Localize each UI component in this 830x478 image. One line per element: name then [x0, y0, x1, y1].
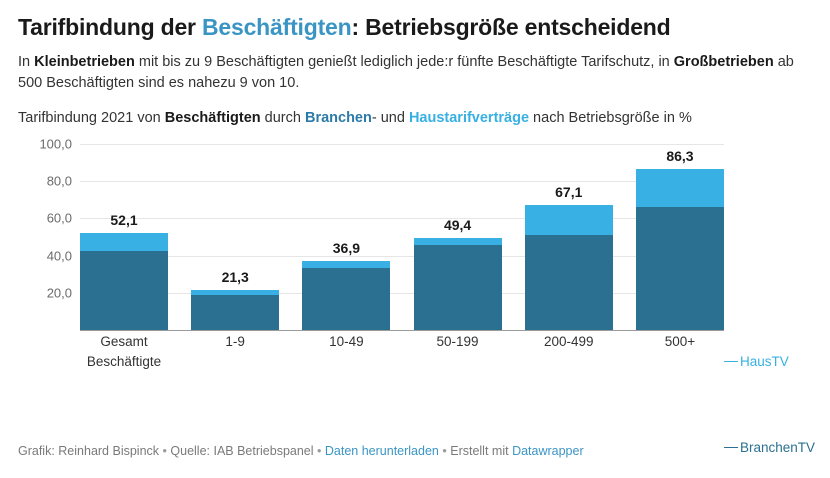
intro-t3: ab 500 Beschäftigten sind es nahezu 9 von 10.	[18, 53, 794, 91]
bar-value-label: 67,1	[555, 184, 583, 201]
bar-column-gesamt	[80, 144, 168, 330]
intro-t2: mit bis zu 9 Beschäftigten genießt lediglich jede:r fünfte Beschäftigte Tarifschutz, in	[134, 53, 674, 70]
bar-column-1-9	[191, 144, 279, 330]
bar-segment-branchentv[interactable]	[302, 268, 390, 330]
bar-value-label: 49,4	[443, 217, 472, 234]
bar-value-label: 21,3	[221, 269, 249, 286]
bar-column-50-199	[414, 144, 502, 330]
footer-source: Quelle: IAB Betriebspanel	[170, 444, 314, 458]
legend-label-branchentv: BranchenTV	[740, 439, 816, 455]
bar-segment-branchentv[interactable]	[80, 251, 168, 330]
legend-connector-branchentv	[724, 447, 738, 448]
bar-segment-haustv[interactable]	[636, 169, 724, 206]
bar-segment-branchentv[interactable]	[191, 295, 279, 330]
bar-stack[interactable]	[414, 238, 502, 330]
bar-value-label: 52,1	[110, 212, 138, 229]
y-axis-tick: 100,0	[39, 136, 72, 152]
headline-part1: Tarifbindung der	[18, 14, 202, 40]
subtitle-t1: Tarifbindung 2021 von	[18, 109, 165, 126]
footer	[18, 444, 584, 458]
bar-segment-branchentv[interactable]	[636, 207, 724, 330]
intro-b1: Kleinbetrieben	[34, 53, 135, 70]
intro-text	[18, 52, 812, 94]
bar-stack[interactable]	[302, 261, 390, 330]
bar-segment-branchentv[interactable]	[525, 235, 613, 330]
subtitle-t4: nach Betriebsgröße in %	[529, 109, 692, 126]
y-axis-tick: 40,0	[46, 248, 72, 264]
bar-value-label: 86,3	[666, 148, 694, 165]
bar-stack[interactable]	[191, 290, 279, 330]
bar-segment-haustv[interactable]	[80, 233, 168, 251]
footer-credit: Grafik: Reinhard Bispinck	[18, 444, 160, 458]
x-axis-tick-1-9: 1-9	[225, 333, 245, 349]
x-axis-tick-50-199: 50-199	[436, 333, 479, 349]
x-axis-tick-gesamt: Gesamt	[100, 333, 148, 349]
y-axis-tick: 80,0	[46, 173, 72, 189]
bar-stack[interactable]	[80, 233, 168, 330]
legend-label-haustv: HausTV	[740, 353, 789, 369]
bar-column-200-499	[525, 144, 613, 330]
subtitle-b1: Beschäftigten	[164, 109, 261, 126]
bar-stack[interactable]	[525, 205, 613, 330]
bar-stack[interactable]	[636, 169, 724, 330]
y-axis-tick: 60,0	[46, 210, 72, 226]
datawrapper-link[interactable]: Datawrapper	[512, 444, 584, 458]
bar-column-500plus	[636, 144, 724, 330]
bar-column-10-49	[302, 144, 390, 330]
bar-segment-haustv[interactable]	[525, 205, 613, 235]
headline-part2: : Betriebsgröße entscheidend	[351, 14, 671, 40]
bar-value-label: 36,9	[332, 240, 360, 257]
x-axis-tick-10-49: 10-49	[329, 333, 364, 349]
plot-region	[80, 144, 724, 330]
intro-t1: In	[18, 53, 35, 70]
x-axis-title: Beschäftigte	[86, 353, 162, 369]
subtitle-haustarif: Haustarifverträge	[408, 109, 530, 126]
footer-made-with: Erstellt mit	[450, 444, 509, 458]
subtitle-t3: - und	[371, 109, 409, 126]
headline-accent: Beschäftigten	[202, 14, 352, 40]
intro-b2: Großbetrieben	[673, 53, 774, 70]
y-axis-tick: 20,0	[46, 285, 72, 301]
chart-subtitle	[18, 108, 812, 128]
subtitle-t2: durch	[260, 109, 305, 126]
footer-separator: •	[442, 444, 447, 458]
bar-segment-haustv[interactable]	[302, 261, 390, 268]
footer-separator: •	[317, 444, 322, 458]
legend-connector-haustv	[724, 361, 738, 362]
subtitle-branchen: Branchen	[304, 109, 372, 126]
bar-group	[80, 144, 724, 330]
footer-separator: •	[162, 444, 167, 458]
bar-segment-branchentv[interactable]	[414, 245, 502, 330]
x-axis-tick-500plus: 500+	[664, 333, 696, 349]
download-data-link[interactable]: Daten herunterladen	[324, 444, 439, 458]
page-title	[18, 14, 812, 42]
x-axis	[80, 334, 724, 349]
x-axis-tick-200-499: 200-499	[543, 333, 594, 349]
bar-segment-haustv[interactable]	[414, 238, 502, 245]
axis-baseline	[80, 330, 724, 331]
